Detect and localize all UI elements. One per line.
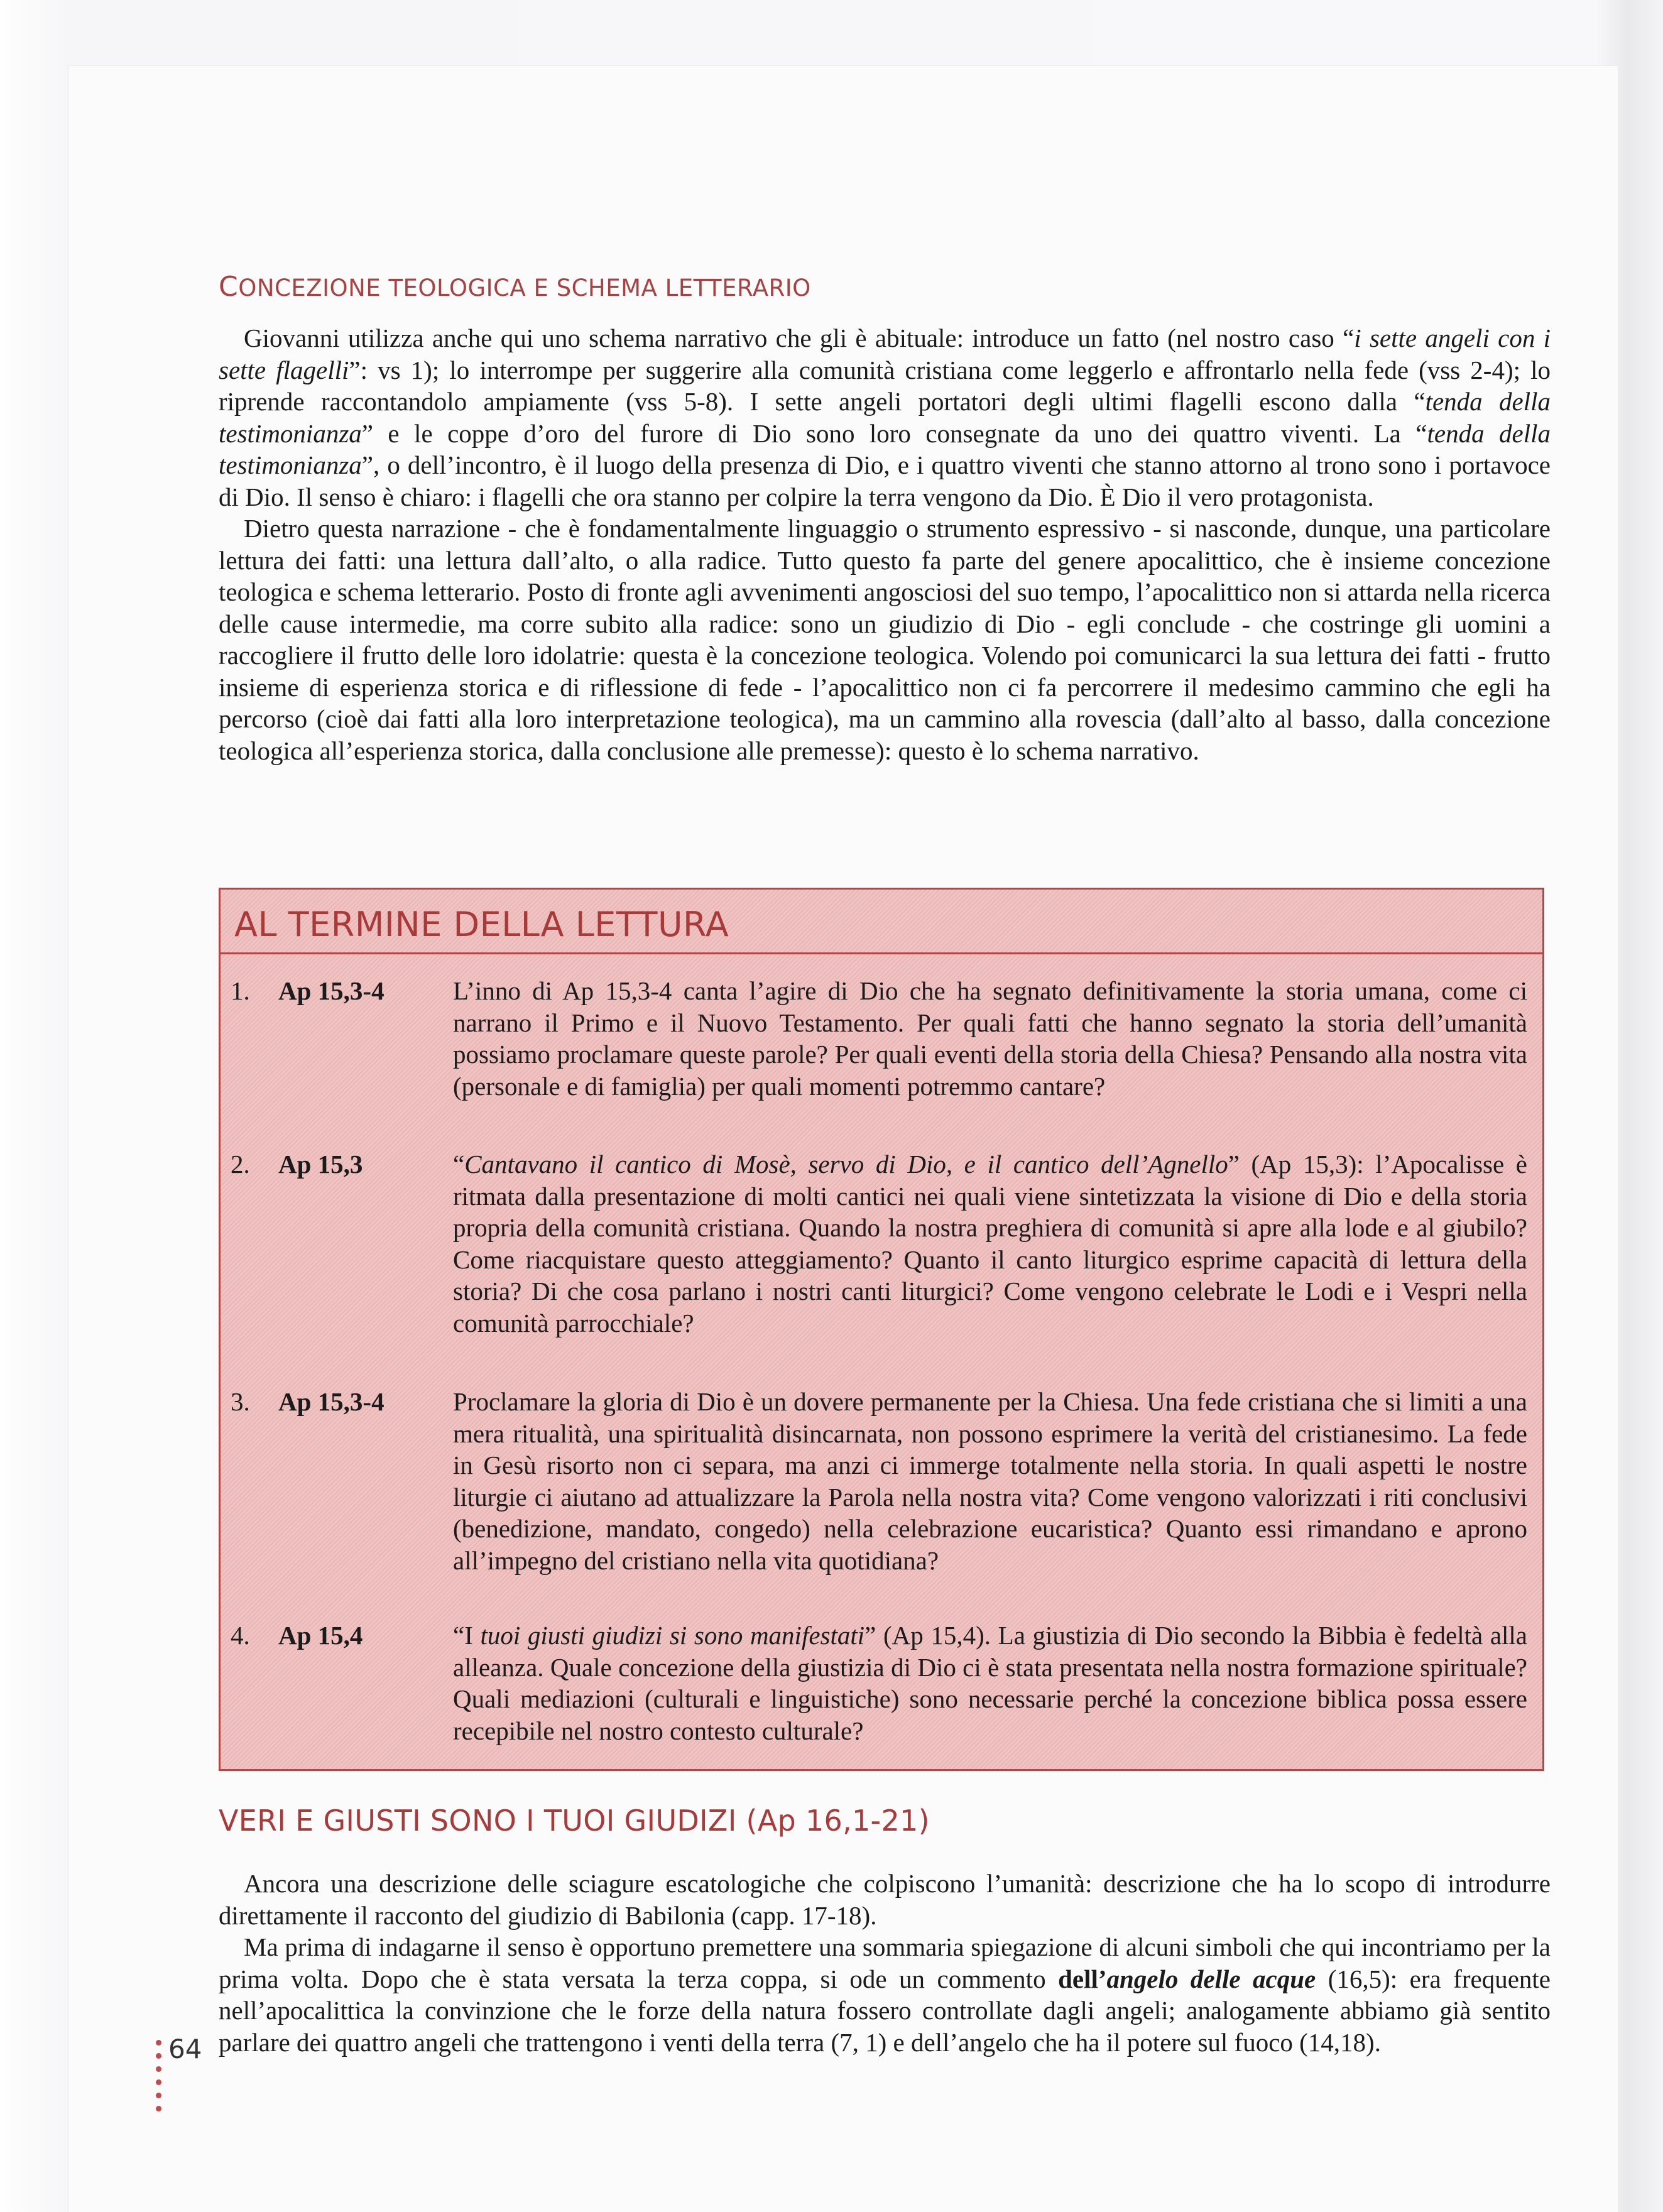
- question-number: 1.: [231, 976, 250, 1005]
- reading-questions-box: [219, 888, 1544, 1771]
- page: [69, 66, 1618, 2212]
- question-text: Proclamare la gloria di Dio è un dovere permanente per la Chiesa. Una fede cristiana che si limiti a una mera ritualità, una spiritualità disincarnata, non possono esprimere la verità del cristianesimo. La fede in Gesù risorto non ci separa, ma anzi ci immerge totalmente nella storia. In quali aspetti le nostre liturgie ci aiutano ad attualizzare la Parola nella nostra vita? Come vengono valorizzati i riti conclusivi (benedizione, mandato, congedo) nella celebrazione eucaristica? Quanto essi rimandano e aprono all’impegno del cristiano nella vita quotidiana?: [453, 1387, 1527, 1575]
- question-text: L’inno di Ap 15,3-4 canta l’agire di Dio che ha segnato definitivamente la storia umana, come ci narrano il Primo e il Nuovo Testamento. Per quali fatti che hanno segnato la storia dell’umanità possiamo proclamare queste parole? Per quali eventi della storia della Chiesa? Pensando alla nostra vita (personale e di famiglia) per quali momenti potremmo cantare?: [453, 976, 1527, 1101]
- box-divider: [221, 952, 1542, 954]
- section-heading: VERI E GIUSTI SONO I TUOI GIUDIZI (Ap 16,1-21): [219, 1804, 930, 1838]
- paragraph: Dietro questa narrazione - che è fondamentalmente linguaggio o strumento espressivo - si nasconde, dunque, una particolare lettura dei fatti: una lettura dall’alto, o alla radice. Tutto questo fa parte del genere apocalittico, che è insieme concezione teologica e schema letterario. Posto di fronte agli avvenimenti angosciosi del suo tempo, l’apocalittico non si attarda nella ricerca delle cause intermedie, ma corre subito alla radice: sono un giudizio di Dio - egli conclude - che costringe gli uomini a raccogliere il frutto delle loro idolatrie: questa è la concezione teologica. Volendo poi comunicarci la sua lettura dei fatti - frutto insieme di esperienza storica e di riflessione di fede - l’apocalittico non ci fa percorrere il medesimo cammino che egli ha percorso (cioè dai fatti alla loro interpretazione teologica), ma un cammino alla rovescia (dall’alto al basso, dalla concezione teologica all’esperienza storica, dalla conclusione alle premesse): questo è lo schema narrativo.: [219, 514, 1551, 765]
- question-reference: Ap 15,3: [278, 1150, 363, 1179]
- heading-text: ONCEZIONE TEOLOGICA E SCHEMA LETTERARIO: [238, 275, 811, 302]
- question-reference: Ap 15,3-4: [278, 976, 384, 1005]
- question-number: 3.: [231, 1387, 250, 1416]
- section-heading: [219, 271, 811, 303]
- box-title: AL TERMINE DELLA LETTURA: [234, 905, 729, 944]
- question-number: 4.: [231, 1621, 250, 1650]
- page-number: 64: [168, 2034, 202, 2064]
- question-reference: Ap 15,4: [278, 1621, 363, 1650]
- heading-initial: C: [219, 271, 239, 303]
- question-number: 2.: [231, 1150, 250, 1179]
- page-number-dots: [156, 2040, 162, 2119]
- paragraph: Ma prima di indagarne il senso è opportuno premettere una sommaria spiegazione di alcuni simboli che qui incontriamo per la prima volta. Dopo che è stata versata la terza coppa, si ode un commento dell’angelo delle acque (16,5): era frequente nell’apocalittica la convinzione che le forze della natura fossero controllate dagli angeli; analogamente abbiamo già sentito parlare dei quattro angeli che trattengono i venti della terra (7, 1) e dell’angelo che ha il potere sul fuoco (14,18).: [219, 1932, 1551, 2057]
- intro-text: [219, 322, 1551, 766]
- question-text: “Cantavano il cantico di Mosè, servo di Dio, e il cantico dell’Agnello” (Ap 15,3): l’Apocalisse è ritmata dalla presentazione di molti cantici nei quali viene sintetizzata la visione di Dio e della storia propria della comunità cristiana. Quando la nostra preghiera di comunità si apre alla lode e al giubilo? Come riacquistare questo atteggiamento? Quanto il canto liturgico esprime capacità di lettura della storia? Di che cosa parlano i nostri canti liturgici? Come vengono celebrate le Lodi e i Vespri nella comunità parrocchiale?: [453, 1150, 1527, 1338]
- paragraph: Giovanni utilizza anche qui uno schema narrativo che gli è abituale: introduce un fatto (nel nostro caso “i sette angeli con i sette flagelli”: vs 1); lo interrompe per suggerire alla comunità cristiana come leggerlo e affrontarlo nella fede (vss 2-4); lo riprende raccontandolo ampiamente (vss 5-8). I sette angeli portatori degli ultimi flagelli escono dalla “tenda della testimonianza” e le coppe d’oro del furore di Dio sono loro consegnate da uno dei quattro viventi. La “tenda della testimonianza”, o dell’incontro, è il luogo della presenza di Dio, e i quattro viventi che stanno attorno al trono sono i portavoce di Dio. Il senso è chiaro: i flagelli che ora stanno per colpire la terra vengono da Dio. È Dio il vero protagonista.: [219, 324, 1551, 511]
- question-reference: Ap 15,3-4: [278, 1387, 384, 1416]
- section-text: [219, 1868, 1551, 2058]
- question-text: “I tuoi giusti giudizi si sono manifestati” (Ap 15,4). La giustizia di Dio secondo la Bibbia è fedeltà alla alleanza. Quale concezione della giustizia di Dio ci è stata presentata nella nostra formazione spirituale? Quali mediazioni (culturali e linguistiche) sono necessarie perché la concezione biblica possa essere recepibile nel nostro contesto culturale?: [453, 1621, 1527, 1745]
- paragraph: Ancora una descrizione delle sciagure escatologiche che colpiscono l’umanità: descrizione che ha lo scopo di introdurre direttamente il racconto del giudizio di Babilonia (capp. 17-18).: [219, 1869, 1551, 1930]
